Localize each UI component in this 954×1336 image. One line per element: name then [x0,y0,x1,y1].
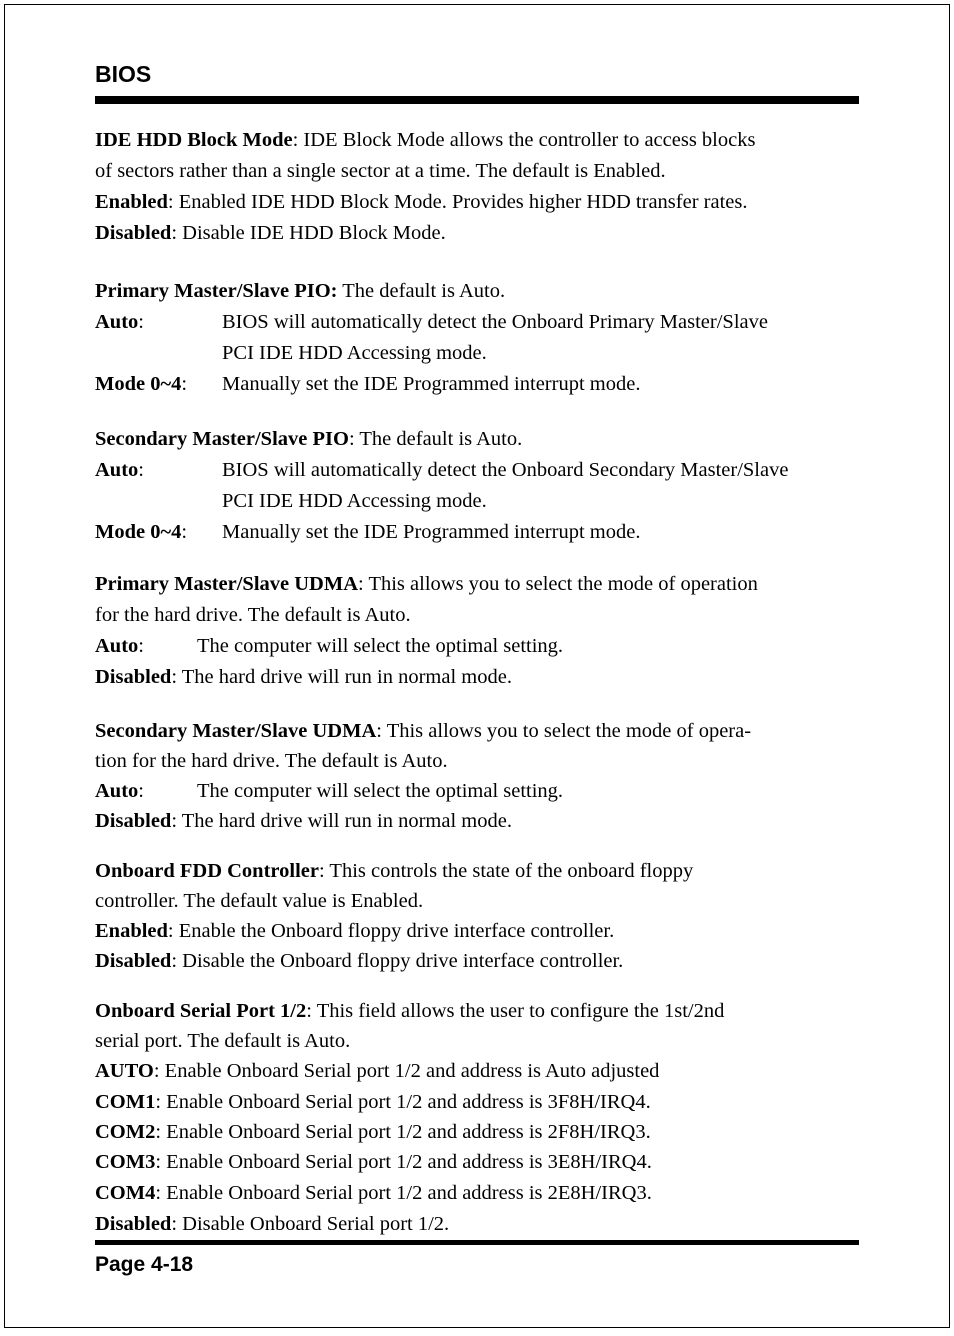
option-desc: : Disable Onboard Serial port 1/2. [171,1213,450,1235]
option-term: Auto [95,635,139,657]
option-term: Disabled [95,810,172,832]
description: : The default is Auto. [348,428,523,450]
option-term: Auto [95,459,139,481]
option-term: Disabled [95,666,172,688]
option-desc: : Enable Onboard Serial port 1/2 and address is 3E8H/IRQ4. [155,1151,652,1173]
option-line [95,307,144,338]
description: : This allows you to select the mode of opera- [376,720,752,742]
option-line [95,517,187,548]
option-desc: Manually set the IDE Programmed interrupt mode. [222,373,641,395]
definition-line [95,716,751,747]
term: Onboard Serial Port 1/2 [95,1000,307,1022]
option-line [95,1056,659,1087]
option-term: AUTO [95,1060,154,1082]
term: Primary Master/Slave UDMA [95,573,358,595]
option-line [95,455,144,486]
option-term: Enabled [95,920,168,942]
option-term: Mode 0~4 [95,373,182,395]
option-colon: : [138,459,144,481]
option-colon: : [181,521,188,543]
option-term: Enabled [95,191,168,213]
definition-line [95,996,724,1027]
definition-line [95,276,505,307]
option-desc: PCI IDE HDD Accessing mode. [222,342,487,364]
description-line: tion for the hard drive. The default is Auto. [95,750,448,772]
option-colon: : [138,311,144,333]
option-line [95,1147,652,1178]
option-desc: : Disable IDE HDD Block Mode. [171,222,446,244]
option-desc: BIOS will automatically detect the Onboard Secondary Master/Slave [222,459,789,481]
option-desc: : Enable Onboard Serial port 1/2 and address is 2E8H/IRQ3. [155,1182,652,1204]
option-line [95,946,623,977]
option-term: Disabled [95,950,172,972]
description: : IDE Block Mode allows the controller to access blocks [292,129,756,151]
definition-line [95,424,522,455]
option-line [95,631,144,662]
option-line [95,187,747,218]
definition-line [95,125,755,156]
option-desc: BIOS will automatically detect the Onboard Primary Master/Slave [222,311,768,333]
option-term: COM2 [95,1121,156,1143]
description: : This controls the state of the onboard floppy [318,860,694,882]
option-desc: Manually set the IDE Programmed interrupt mode. [222,521,641,543]
option-term: Disabled [95,1213,172,1235]
option-term: Mode 0~4 [95,521,182,543]
term: Onboard FDD Controller [95,860,319,882]
option-desc: : Disable the Onboard floppy drive interface controller. [171,950,624,972]
option-line [95,369,187,400]
term: Primary Master/Slave PIO: [95,280,338,302]
definition-line [95,569,758,600]
option-term: Auto [95,780,139,802]
footer-rule [95,1240,859,1245]
description: : This field allows the user to configure the 1st/2nd [306,1000,725,1022]
option-term: COM3 [95,1151,156,1173]
option-term: Auto [95,311,139,333]
option-desc: : Enable the Onboard floppy drive interface controller. [167,920,615,942]
option-desc: PCI IDE HDD Accessing mode. [222,490,487,512]
option-line [95,806,512,837]
description-line: for the hard drive. The default is Auto. [95,604,411,626]
option-line [95,776,144,807]
term: Secondary Master/Slave PIO [95,428,349,450]
option-term: COM1 [95,1091,156,1113]
description: The default is Auto. [337,280,506,302]
option-colon: : [138,635,144,657]
option-desc: : Enable Onboard Serial port 1/2 and address is Auto adjusted [153,1060,660,1082]
option-desc: The computer will select the optimal setting. [197,635,564,657]
option-term: COM4 [95,1182,156,1204]
option-desc: : Enable Onboard Serial port 1/2 and address is 2F8H/IRQ3. [155,1121,651,1143]
description-line: controller. The default value is Enabled. [95,890,424,912]
description: : This allows you to select the mode of operation [358,573,758,595]
option-line [95,218,446,249]
description-line: of sectors rather than a single sector at a time. The default is Enabled. [95,160,666,182]
option-line [95,916,614,947]
option-line [95,1087,651,1118]
option-desc: : Enabled IDE HDD Block Mode. Provides higher HDD transfer rates. [167,191,748,213]
option-desc: : The hard drive will run in normal mode. [171,666,512,688]
option-line [95,1117,651,1148]
definition-line [95,856,693,887]
header-rule [95,96,859,104]
page-number: Page 4-18 [95,1253,194,1276]
option-term: Disabled [95,222,172,244]
option-desc: : Enable Onboard Serial port 1/2 and address is 3F8H/IRQ4. [155,1091,651,1113]
option-line [95,662,512,693]
option-desc: The computer will select the optimal setting. [197,780,564,802]
option-desc: : The hard drive will run in normal mode. [171,810,512,832]
page-header-title: BIOS [95,61,152,87]
term: Secondary Master/Slave UDMA [95,720,377,742]
description-line: serial port. The default is Auto. [95,1030,351,1052]
option-line [95,1178,652,1209]
term: IDE HDD Block Mode [95,129,293,151]
option-colon: : [138,780,144,802]
option-colon: : [181,373,188,395]
option-line [95,1209,449,1240]
